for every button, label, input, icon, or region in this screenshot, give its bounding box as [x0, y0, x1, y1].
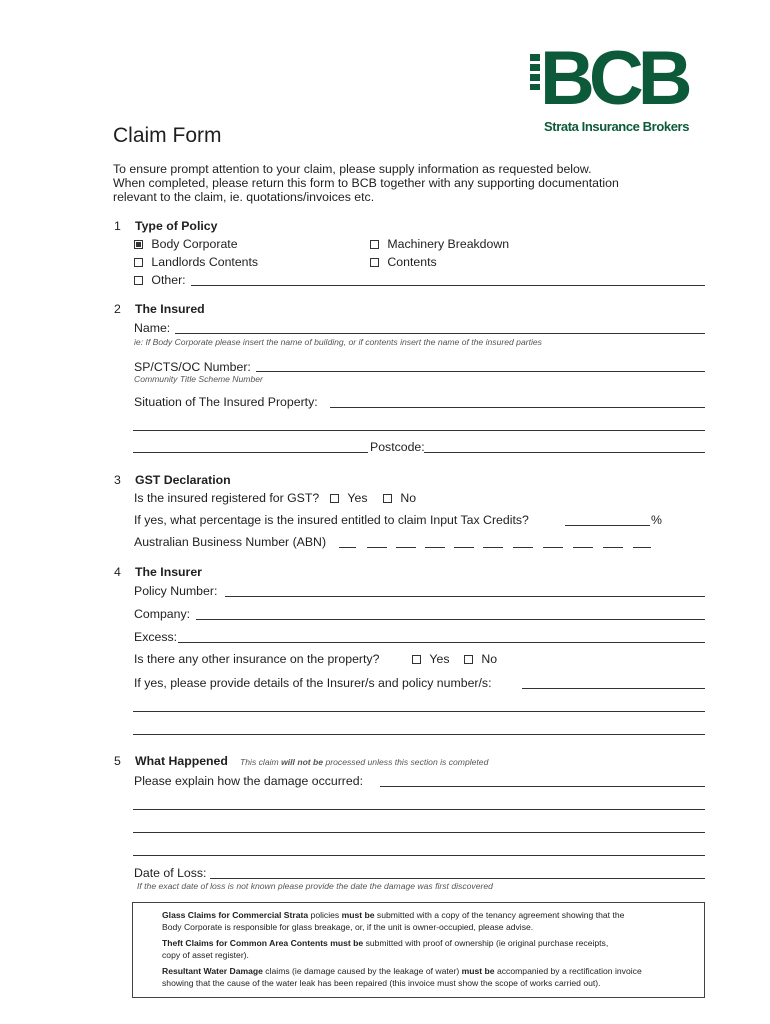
other-insurance-yes-option[interactable]: [412, 652, 449, 667]
postcode-input-line[interactable]: [424, 452, 705, 453]
postcode-label: Postcode:: [370, 440, 425, 454]
sp-number-input-line[interactable]: [256, 371, 705, 372]
excess-label: Excess:: [134, 630, 178, 644]
other-insurance-yes-checkbox[interactable]: [412, 655, 421, 664]
name-input-line[interactable]: [175, 333, 705, 334]
excess-input-line[interactable]: [178, 642, 705, 643]
contents-label: Contents: [387, 255, 437, 269]
bcb-logo: [530, 36, 706, 136]
option-landlords-contents[interactable]: [134, 255, 258, 270]
abn-digit[interactable]: [454, 547, 474, 548]
section-5-note: This claim will not be processed unless this section is completed: [240, 757, 489, 767]
gst-yes-label: Yes: [347, 491, 368, 505]
date-of-loss-input-line[interactable]: [210, 878, 705, 879]
abn-digit[interactable]: [396, 547, 416, 548]
intro-line-2: When completed, please return this form to BCB together with any supporting documentation: [113, 176, 619, 190]
other-input-line[interactable]: [191, 285, 705, 286]
section-1-heading: Type of Policy: [135, 219, 218, 233]
contents-checkbox[interactable]: [370, 258, 379, 267]
option-contents[interactable]: [370, 255, 437, 270]
date-of-loss-label: Date of Loss:: [134, 866, 207, 880]
abn-digit[interactable]: [425, 547, 445, 548]
gst-no-checkbox[interactable]: [383, 494, 392, 503]
notice-glass-line-2: Body Corporate is responsible for glass breakage, or, if the unit is owner-occupied, please advise.: [162, 922, 534, 932]
machinery-breakdown-label: Machinery Breakdown: [387, 237, 510, 251]
damage-explanation-input-line-2[interactable]: [133, 809, 705, 810]
itc-percentage-input-line[interactable]: [565, 525, 650, 526]
intro-line-3: relevant to the claim, ie. quotations/invoices etc.: [113, 190, 375, 204]
gst-no-option[interactable]: [383, 491, 416, 506]
company-label: Company:: [134, 607, 191, 621]
body-corporate-checkbox[interactable]: [134, 240, 143, 249]
intro-line-1: To ensure prompt attention to your claim, please supply information as requested below.: [113, 162, 592, 176]
abn-digit[interactable]: [339, 547, 356, 548]
abn-digit[interactable]: [513, 547, 533, 548]
abn-digit[interactable]: [603, 547, 623, 548]
gst-yes-option[interactable]: [330, 491, 367, 506]
abn-digit[interactable]: [633, 547, 651, 548]
other-insurance-question: Is there any other insurance on the property?: [134, 652, 380, 666]
section-5-heading: What Happened: [135, 754, 228, 768]
insurer-details-input-line-3[interactable]: [133, 734, 705, 735]
insurer-details-input-line-2[interactable]: [133, 711, 705, 712]
logo-tagline: Strata Insurance Brokers: [544, 119, 690, 134]
gst-question: Is the insured registered for GST?: [134, 491, 320, 505]
abn-digit[interactable]: [573, 547, 593, 548]
insurer-details-input-line[interactable]: [522, 688, 705, 689]
landlords-contents-checkbox[interactable]: [134, 258, 143, 267]
body-corporate-label: Body Corporate: [151, 237, 238, 251]
section-5-number: 5: [114, 754, 121, 768]
damage-explanation-input-line-3[interactable]: [133, 832, 705, 833]
name-hint: ie: If Body Corporate please insert the name of building, or if contents insert the name of the insured parties: [134, 337, 542, 347]
section-3-heading: GST Declaration: [135, 473, 231, 487]
date-of-loss-hint: If the exact date of loss is not known please provide the date the damage was first discovered: [137, 881, 493, 891]
company-input-line[interactable]: [196, 619, 705, 620]
abn-digit[interactable]: [543, 547, 563, 548]
other-label: Other:: [151, 273, 186, 287]
situation-label: Situation of The Insured Property:: [134, 395, 318, 409]
section-3-number: 3: [114, 473, 121, 487]
sp-number-hint: Community Title Scheme Number: [134, 374, 263, 384]
damage-explanation-input-line[interactable]: [380, 786, 705, 787]
option-other[interactable]: [134, 273, 186, 288]
damage-explanation-label: Please explain how the damage occurred:: [134, 774, 363, 788]
notice-water-line-1: Resultant Water Damage claims (ie damage caused by the leakage of water) must be accompanied by a rectification invoice: [162, 966, 642, 976]
damage-explanation-input-line-4[interactable]: [133, 855, 705, 856]
policy-number-label: Policy Number:: [134, 584, 218, 598]
name-label: Name:: [134, 321, 171, 335]
landlords-contents-label: Landlords Contents: [151, 255, 259, 269]
other-insurance-no-label: No: [481, 652, 498, 666]
abn-digit[interactable]: [483, 547, 503, 548]
sp-number-label: SP/CTS/OC Number:: [134, 360, 251, 374]
claims-notice-box: [132, 902, 705, 998]
notice-theft-line-2: copy of asset register).: [162, 950, 249, 960]
section-2-heading: The Insured: [135, 302, 205, 316]
option-machinery-breakdown[interactable]: [370, 237, 509, 252]
situation-input-line[interactable]: [330, 407, 705, 408]
abn-digit-blanks[interactable]: [339, 547, 654, 549]
situation-input-line-2[interactable]: [133, 430, 705, 431]
logo-wordmark: BCB: [540, 36, 687, 121]
option-body-corporate[interactable]: [134, 237, 238, 252]
other-insurance-yes-label: Yes: [429, 652, 450, 666]
itc-percentage-label: If yes, what percentage is the insured entitled to claim Input Tax Credits?: [134, 513, 529, 527]
policy-number-input-line[interactable]: [225, 596, 705, 597]
percent-sign: %: [651, 513, 662, 527]
notice-glass-line-1: Glass Claims for Commercial Strata policies must be submitted with a copy of the tenancy agreement showing that the: [162, 910, 625, 920]
abn-digit[interactable]: [367, 547, 387, 548]
notice-theft-line-1: Theft Claims for Common Area Contents must be submitted with proof of ownership (ie original purchase receipts,: [162, 938, 609, 948]
page-title: Claim Form: [113, 124, 222, 147]
section-4-number: 4: [114, 565, 121, 579]
machinery-breakdown-checkbox[interactable]: [370, 240, 379, 249]
other-insurance-no-checkbox[interactable]: [464, 655, 473, 664]
situation-input-line-3[interactable]: [133, 452, 368, 453]
gst-yes-checkbox[interactable]: [330, 494, 339, 503]
other-insurance-no-option[interactable]: [464, 652, 497, 667]
notice-water-line-2: showing that the cause of the water leak has been repaired (this invoice must show the scope of works carried out).: [162, 978, 601, 988]
section-2-number: 2: [114, 302, 121, 316]
gst-no-label: No: [400, 491, 417, 505]
section-1-number: 1: [114, 219, 121, 233]
other-checkbox[interactable]: [134, 276, 143, 285]
abn-label: Australian Business Number (ABN): [134, 535, 327, 549]
insurer-details-label: If yes, please provide details of the Insurer/s and policy number/s:: [134, 676, 492, 690]
section-4-heading: The Insurer: [135, 565, 202, 579]
